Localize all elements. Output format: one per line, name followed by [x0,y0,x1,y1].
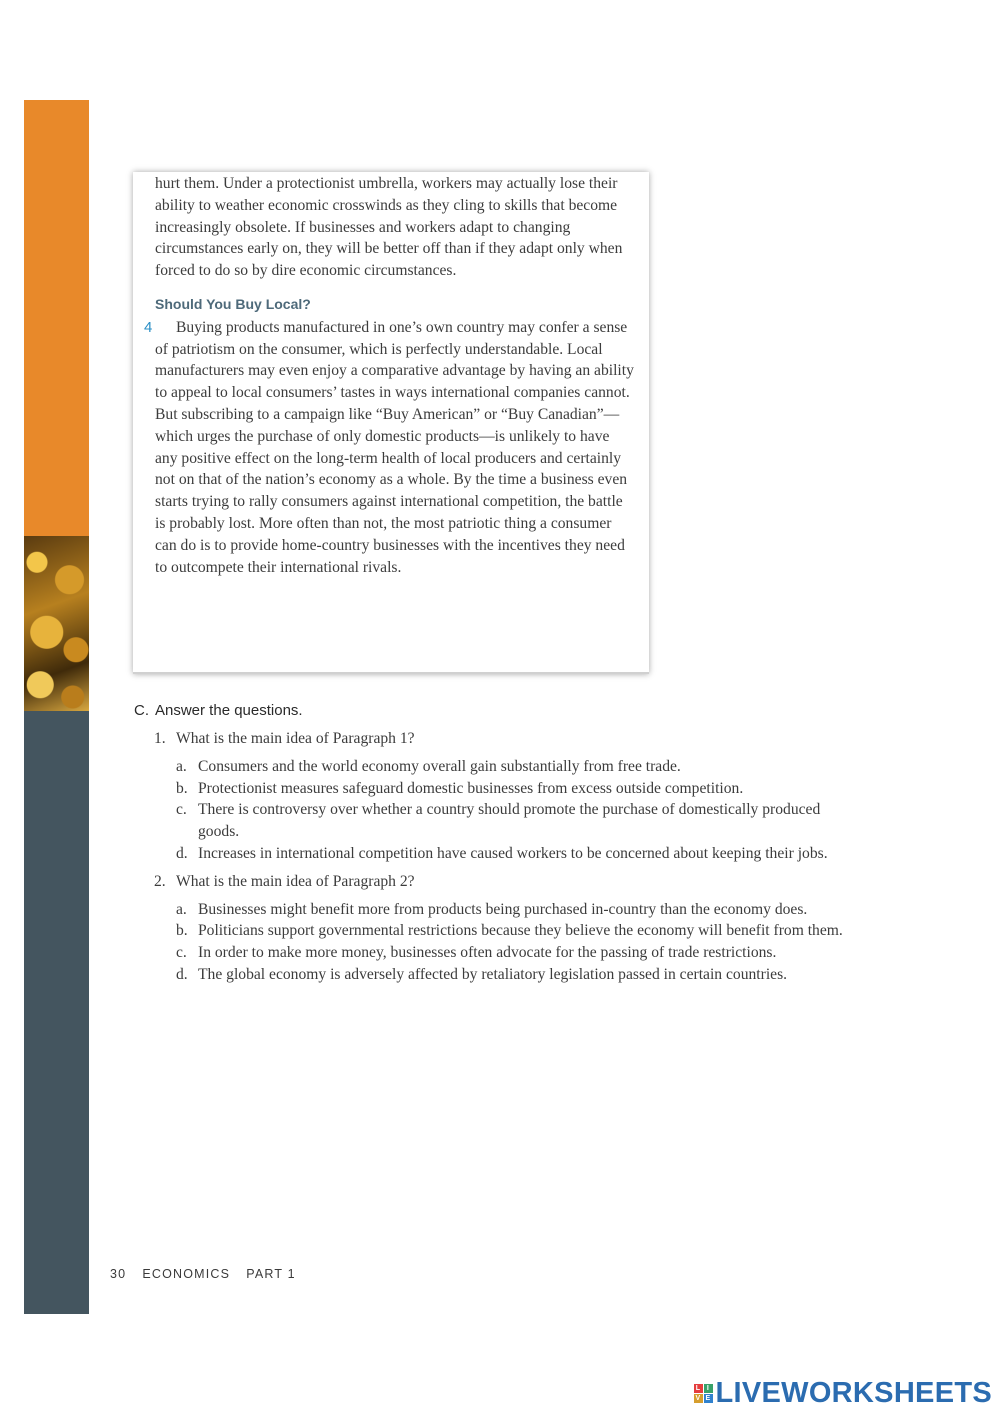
answer-option[interactable] [176,843,854,865]
option-letter: d. [176,844,188,862]
answer-option[interactable] [176,942,854,964]
option-letter: c. [176,801,187,819]
logo-letter: I [704,1384,713,1393]
question-number: 1. [154,730,166,747]
side-band-slate [24,711,89,1314]
paragraph-4-text: Buying products manufactured in one’s own country may confer a sense of patriotism on the consumer, which is perfectly understandable. Local manufacturers may even enjoy a comparative advantage by having an ability to appeal to local consumers’ tastes in ways international companies cannot. But subscribing to a campaign like “Buy American” or “Buy Canadian”—which urges the purchase of only domestic products—is unlikely to have any positive effect on the long-term health of local producers and certainly not on that of the nation’s economy as a whole. By the time a business even starts trying to rally consumers against international competition, the battle is probably lost. More often than not, the most patriotic thing a consumer can do is to provide home-country businesses with the incentives they need to outcompete their international rivals. [155,318,634,576]
continued-paragraph: hurt them. Under a protectionist umbrella, workers may actually lose their ability to weather economic crosswinds as they cling to skills that become increasingly obsolete. If businesses and workers adapt to changing circumstances early on, they will be better off than if they adapt only when forced to do so by dire economic circumstances. [155,175,623,280]
section-letter: C. [134,702,149,719]
question-stem [154,871,854,893]
question-text: What is the main idea of Paragraph 2? [176,872,415,890]
logo-letter: L [694,1384,703,1393]
answer-option[interactable] [176,756,854,778]
section-heading [134,702,303,719]
book-title: ECONOMICS [142,1267,231,1281]
option-text: There is controversy over whether a country should promote the purchase of domestically produced goods. [198,801,821,841]
paragraph-number: 4 [144,318,153,336]
side-band-coins-image [24,536,89,711]
logo-grid-icon [694,1384,713,1403]
question-1 [154,728,854,865]
question-list [154,728,854,992]
passage-heading: Should You Buy Local? [155,295,311,312]
question-text: What is the main idea of Paragraph 1? [176,730,415,747]
option-text: Increases in international competition have caused workers to be concerned about keeping their jobs. [198,844,828,862]
option-letter: a. [176,757,187,775]
book-part: PART 1 [246,1267,296,1281]
option-letter: d. [176,965,188,983]
answer-option[interactable] [176,964,854,986]
question-number: 2. [154,872,166,890]
logo-letter: V [694,1394,703,1403]
section-instruction: Answer the questions. [155,702,303,719]
option-text: Politicians support governmental restrictions because they believe the economy will benefit from them. [198,922,843,940]
side-band-orange [24,100,89,536]
page-number: 30 [110,1267,127,1281]
liveworksheets-logo [694,1377,993,1410]
option-text: Consumers and the world economy overall gain substantially from free trade. [198,757,681,775]
option-letter: b. [176,779,188,797]
logo-letter: E [704,1394,713,1403]
answer-options [176,899,854,986]
option-text: The global economy is adversely affected by retaliatory legislation passed in certain countries. [198,965,788,983]
page-footer [110,1267,312,1281]
brand-name: LIVEWORKSHEETS [715,1377,992,1409]
answer-option[interactable] [176,799,854,843]
option-letter: b. [176,922,188,940]
paragraph-4 [144,317,635,579]
option-text: Protectionist measures safeguard domestic businesses from excess outside competition. [198,779,744,797]
option-letter: c. [176,944,187,962]
question-stem [154,728,854,750]
option-letter: a. [176,900,187,918]
reading-passage [144,173,635,578]
answer-options [176,756,854,865]
answer-option[interactable] [176,899,854,921]
answer-option[interactable] [176,920,854,942]
option-text: In order to make more money, businesses often advocate for the passing of trade restrictions. [198,944,777,962]
answer-option[interactable] [176,778,854,800]
question-2 [154,871,854,986]
option-text: Businesses might benefit more from products being purchased in-country than the economy does. [198,900,808,918]
